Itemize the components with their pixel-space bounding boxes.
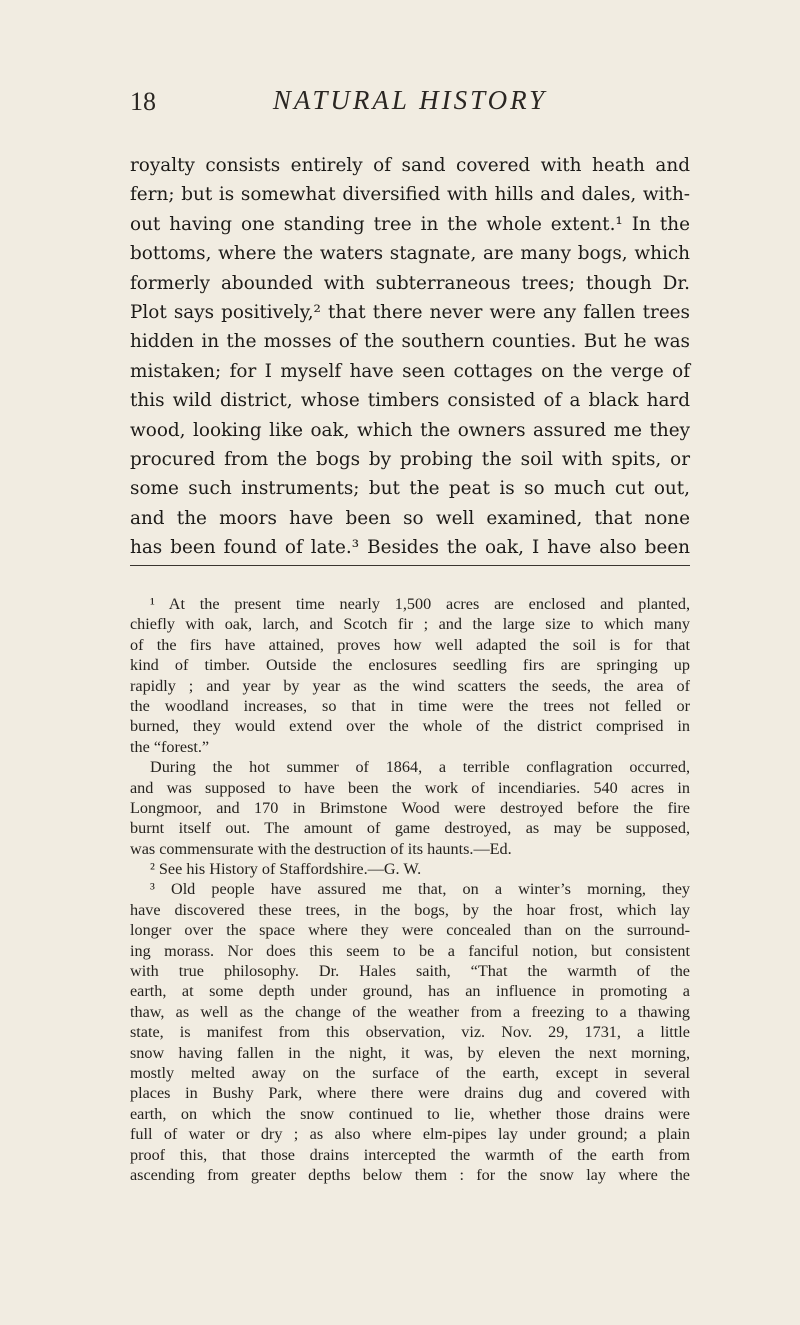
footnote-line: have discovered these trees, in the bogs, by the hoar frost, which lay <box>130 900 690 919</box>
footnote-line: ³ Old people have assured me that, on a winter’s morning, they <box>150 880 690 899</box>
footnotes <box>130 594 690 1185</box>
footnote-line: ² See his History of Staffordshire.—G. W. <box>150 860 422 879</box>
text-line: bottoms, where the waters stagnate, are many bogs, which <box>130 243 690 265</box>
footnote-line: Longmoor, and 170 in Brimstone Wood were destroyed before the fire <box>130 798 690 817</box>
text-line: hidden in the mosses of the southern counties. But he was <box>130 331 690 353</box>
footnote-line: the “forest.” <box>130 737 210 756</box>
running-head: NATURAL HISTORY <box>272 85 548 115</box>
footnote-line: chiefly with oak, larch, and Scotch fir ; and the large size to which many <box>130 615 690 634</box>
text-line: formerly abounded with subterraneous trees; though Dr. <box>130 272 690 294</box>
text-line: wood, looking like oak, which the owners assured me they <box>130 419 690 441</box>
page-header <box>130 85 690 125</box>
footnote-line: of the firs have attained, proves how well adapted the soil is for that <box>130 635 690 654</box>
footnote-divider <box>130 565 690 566</box>
footnote-line: and was supposed to have been the work of incendiaries. 540 acres in <box>130 778 690 797</box>
page-number: 18 <box>130 87 156 116</box>
text-line: this wild district, whose timbers consisted of a black hard <box>130 390 690 412</box>
text-line: royalty consists entirely of sand covered with heath and <box>130 155 690 176</box>
footnote-line: earth, on which the snow continued to lie, whether those drains were <box>130 1104 690 1123</box>
footnote-line: the woodland increases, so that in time were the trees not felled or <box>130 696 690 715</box>
footnote-line: thaw, as well as the change of the weather from a freezing to a thawing <box>130 1002 690 1021</box>
footnote-line: snow having fallen in the night, it was, by eleven the next morning, <box>130 1043 690 1062</box>
text-line: and the moors have been so well examined, that none <box>130 507 690 529</box>
text-line: fern; but is somewhat diversified with hills and dales, with- <box>130 184 690 206</box>
text-line: mistaken; for I myself have seen cottages on the verge of <box>130 360 690 382</box>
text-line: Plot says positively,² that there never were any fallen trees <box>130 301 690 323</box>
footnote-line: earth, at some depth under ground, has an influence in promoting a <box>130 982 690 1001</box>
text-line: out having one standing tree in the whole extent.¹ In the <box>130 213 690 235</box>
main-text <box>130 151 690 562</box>
footnote-line: was commensurate with the destruction of its haunts.—Ed. <box>130 839 512 858</box>
footnote-line: ascending from greater depths below them : for the snow lay where the <box>130 1165 690 1184</box>
footnote-line: burnt itself out. The amount of game destroyed, as may be supposed, <box>130 819 690 838</box>
footnote-line: ¹ At the present time nearly 1,500 acres are enclosed and planted, <box>150 595 690 613</box>
footnote-line: During the hot summer of 1864, a terrible conflagration occurred, <box>150 758 690 777</box>
footnote-line: places in Bushy Park, where there were drains dug and covered with <box>130 1084 690 1103</box>
footnote-line: state, is manifest from this observation, viz. Nov. 29, 1731, a little <box>130 1023 690 1042</box>
footnote-line: mostly melted away on the surface of the earth, except in several <box>130 1063 690 1082</box>
text-line: procured from the bogs by probing the soil with spits, or <box>130 448 690 470</box>
footnote-line: with true philosophy. Dr. Hales saith, “That the warmth of the <box>130 962 690 981</box>
footnote-line: full of water or dry ; as also where elm-pipes lay under ground; a plain <box>130 1125 690 1144</box>
footnote-line: proof this, that those drains intercepted the warmth of the earth from <box>130 1145 690 1164</box>
footnote-line: kind of timber. Outside the enclosures seedling firs are springing up <box>130 656 690 675</box>
footnote-line: ing morass. Nor does this seem to be a fanciful notion, but consistent <box>130 941 690 960</box>
text-line: some such instruments; but the peat is so much cut out, <box>130 478 690 500</box>
footnote-line: rapidly ; and year by year as the wind scatters the seeds, the area of <box>130 676 690 695</box>
text-line: has been found of late.³ Besides the oak, I have also been <box>130 537 690 559</box>
footnote-line: longer over the space where they were concealed than on the surround- <box>130 921 690 940</box>
footnote-line: burned, they would extend over the whole of the district comprised in <box>130 717 690 736</box>
